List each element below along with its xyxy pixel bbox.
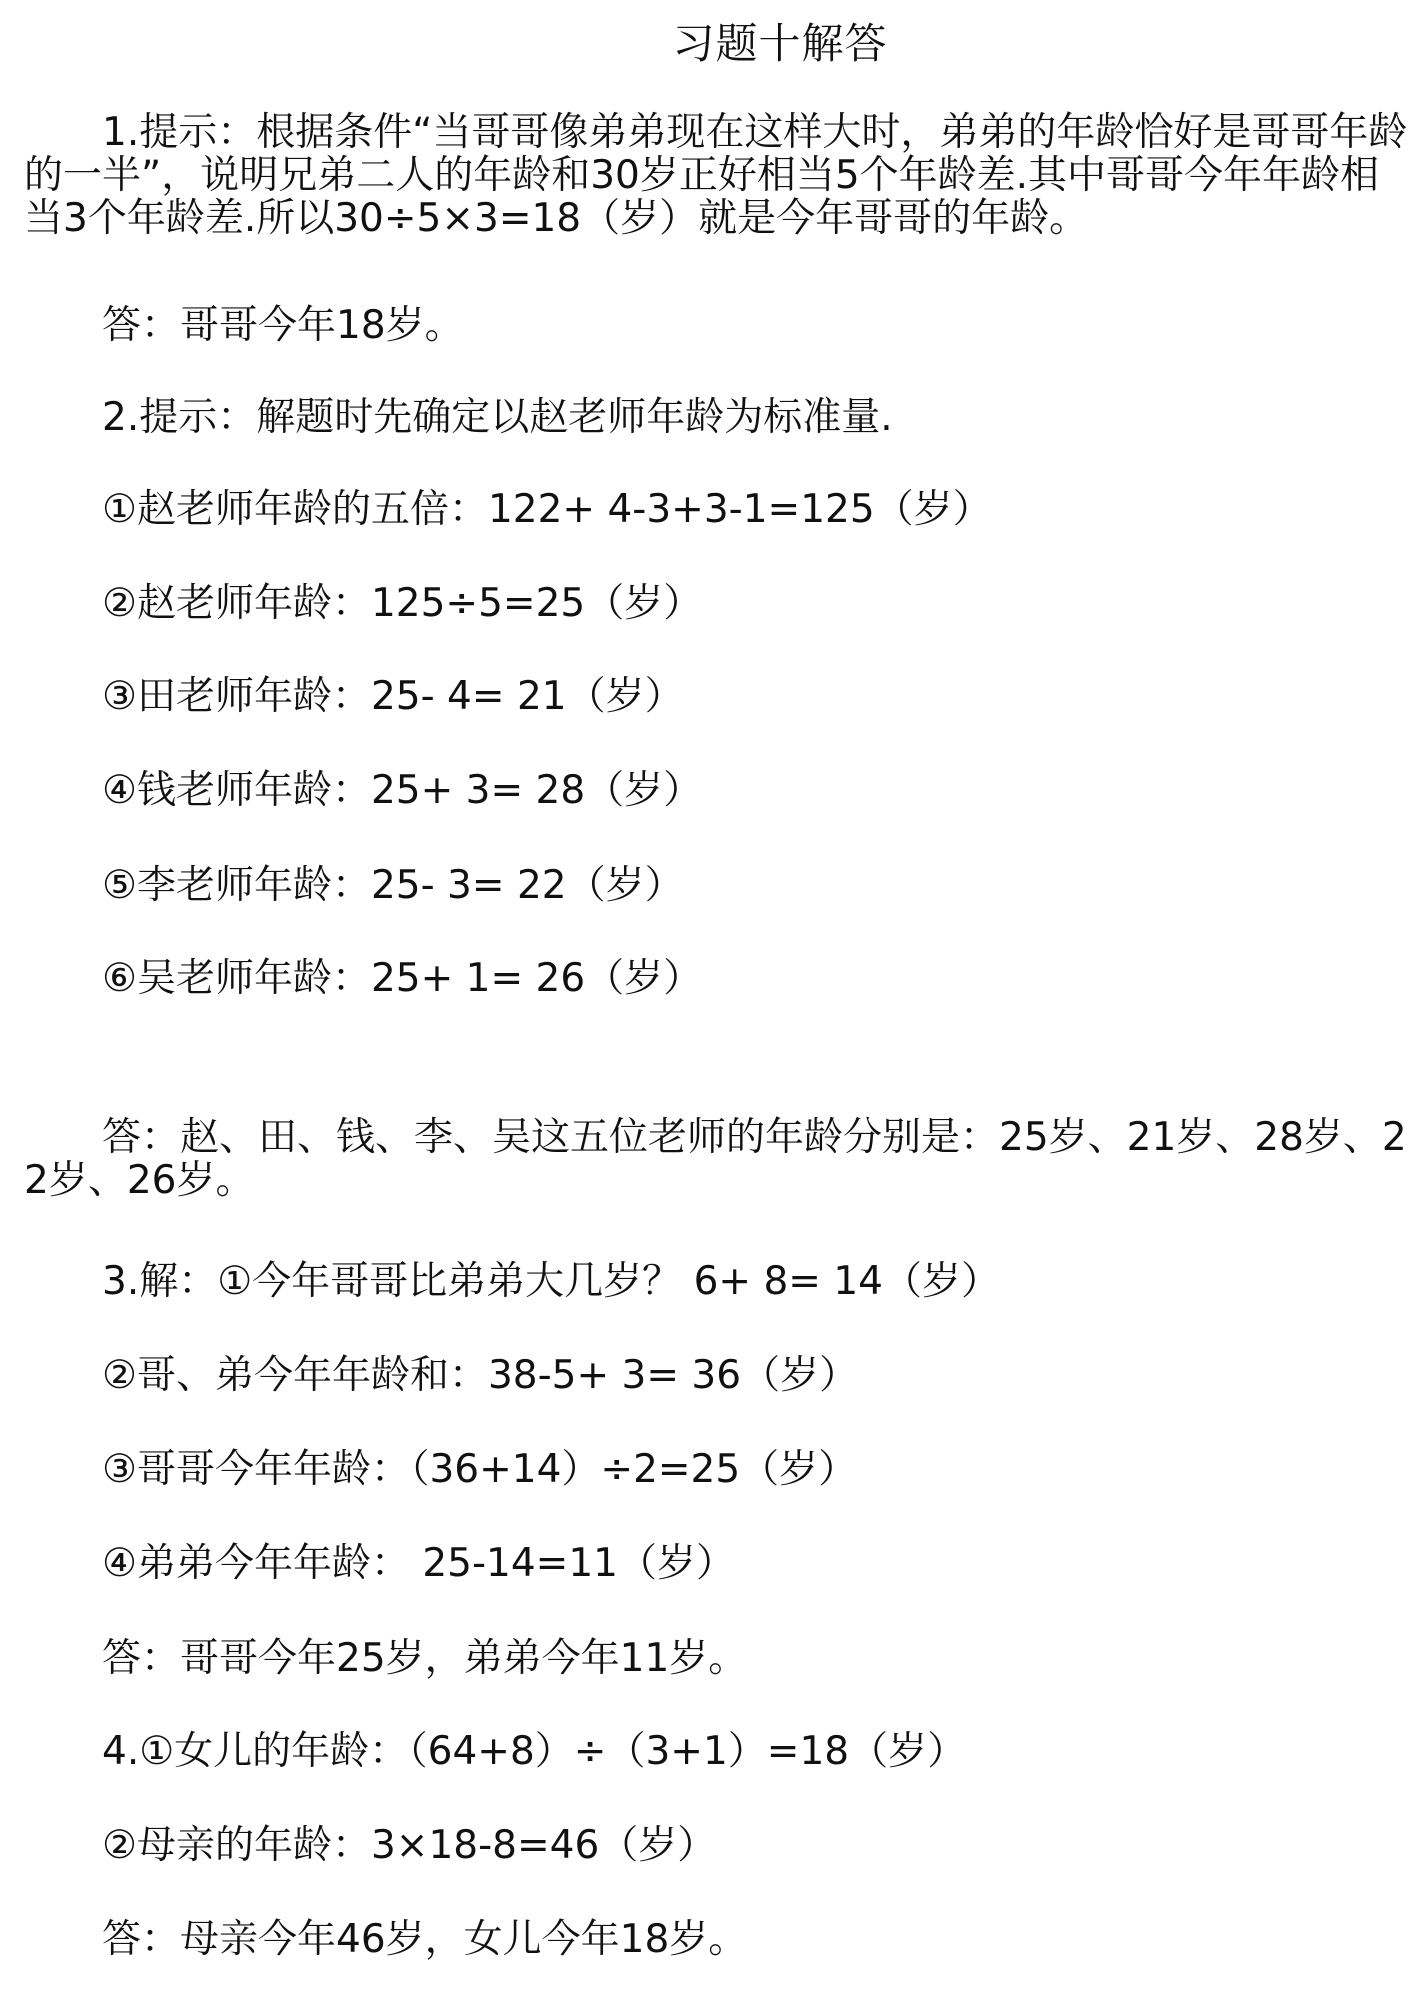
document-title: 习题十解答 xyxy=(672,19,888,68)
problem-3-step-2: ②哥、弟今年年龄和：38-5+ 3= 36（岁） xyxy=(102,1353,859,1398)
problem-2-step-5: ⑤李老师年龄：25- 3= 22（岁） xyxy=(102,863,684,908)
problem-4-step-2: ②母亲的年龄：3×18-8=46（岁） xyxy=(102,1823,717,1868)
problem-2-step-2: ②赵老师年龄：125÷5=25（岁） xyxy=(102,581,703,626)
problem-3-step-3: ③哥哥今年年龄：（36+14）÷2=25（岁） xyxy=(102,1447,858,1492)
problem-4-step-1: 4.①女儿的年龄：（64+8）÷（3+1）=18（岁） xyxy=(102,1729,967,1774)
problem-3-step-4: ④弟弟今年年龄： 25-14=11（岁） xyxy=(102,1541,735,1586)
problem-3-step-1: 3.解：①今年哥哥比弟弟大几岁？ 6+ 8= 14（岁） xyxy=(102,1259,1000,1304)
problem-2-step-3: ③田老师年龄：25- 4= 21（岁） xyxy=(102,674,684,719)
problem-2-answer: 答：赵、田、钱、李、吴这五位老师的年龄分别是：25岁、21岁、28岁、22岁、26岁。 xyxy=(24,1115,1407,1203)
problem-2-step-4: ④钱老师年龄：25+ 3= 28（岁） xyxy=(102,768,703,813)
problem-2-hint: 2.提示：解题时先确定以赵老师年龄为标准量. xyxy=(102,395,893,440)
problem-1-answer: 答：哥哥今年18岁。 xyxy=(102,303,464,348)
problem-4-answer: 答：母亲今年46岁，女儿今年18岁。 xyxy=(102,1917,748,1962)
problem-2-step-6: ⑥吴老师年龄：25+ 1= 26（岁） xyxy=(102,956,703,1001)
problem-2-step-1: ①赵老师年龄的五倍：122+ 4-3+3-1=125（岁） xyxy=(102,487,992,532)
problem-1-hint: 1.提示：根据条件“当哥哥像弟弟现在这样大时，弟弟的年龄恰好是哥哥年龄的一半”，说明兄弟二人的年龄和30岁正好相当5个年龄差.其中哥哥今年年龄相当3个年龄差.所以30÷5×3=18（岁）就是今年哥哥的年龄。 xyxy=(24,110,1408,241)
problem-3-answer: 答：哥哥今年25岁，弟弟今年11岁。 xyxy=(102,1636,748,1681)
